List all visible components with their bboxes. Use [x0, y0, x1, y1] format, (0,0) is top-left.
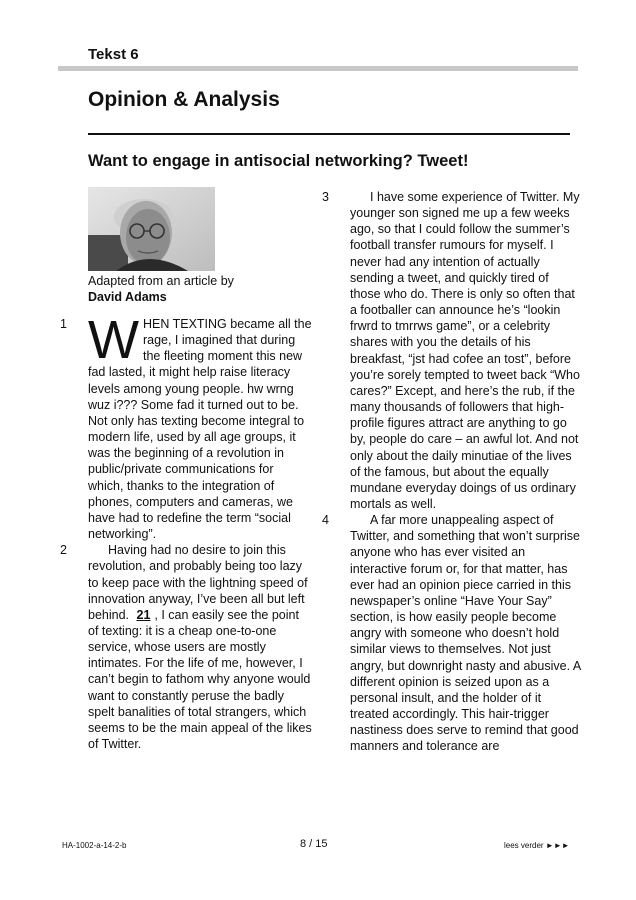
article-headline: Want to engage in antisocial networking? Tweet!	[88, 152, 469, 170]
paragraph-number: 1	[60, 317, 67, 331]
paragraph-text: Having had no desire to join this revolution, and probably being too lazy to keep pace with the lightning speed of innovation anyway, I’ve been all but left behind.	[88, 543, 308, 622]
paragraph-number: 2	[60, 543, 67, 558]
paragraph-4	[322, 512, 582, 754]
paragraph-3	[322, 189, 582, 512]
left-column	[60, 310, 312, 752]
paragraph-text: I have some experience of Twitter. My younger son signed me up a few weeks ago, so that I could follow the summer’s football transfer rumours for myself. I never had any intention of actually sending a tweet, and quickly tired of those who do. There is only so often that a footballer can announce he’s “lookin frwrd to tmrrws game”, or a celebrity shares with you the details of his breakfast, “jst had cofee an tost”, before you’re sorely tempted to tweet back “Who cares?” Except, and here’s the rub, if the many thousands of followers that high-profile figures attract are anything to go by, people do care – an awful lot. And not only about the daily minutiae of the lives of the famous, but about the equally mundane everyday doings of us ordinary mortals as well.	[350, 190, 580, 511]
drop-cap: W	[88, 310, 139, 370]
paragraph-text: , I can easily see the point of texting: it is a cheap one-to-one service, whose users are mostly intimates. For the life of me, however, I can’t begin to fathom why anyone would want to constantly peruse the badly spelt banalities of total strangers, which seems to be the main appeal of the likes of Twitter.	[88, 607, 312, 752]
gap-number: 21	[136, 607, 151, 622]
paragraph-number: 4	[322, 513, 329, 528]
paragraph-text: HEN TEXTING became all the rage, I imagined that during the fleeting moment this new fad lasted, it might help raise literacy levels among young people. hw wrng wuz i??? Some fad it turned out to be. Not only has texting become integral to modern life, used by all age groups, it was the beginning of a revolution in public/private communications for which, thanks to the integration of phones, computers and cameras, we have had to redefine the term “social networking”.	[88, 317, 312, 542]
title-rule	[88, 133, 570, 135]
article-credit	[88, 273, 234, 305]
continue-label: lees verder ►►►	[504, 841, 570, 850]
paragraph-text: A far more unappealing aspect of Twitter, and something that won’t surprise anyone who has ever visited an interactive forum or, for that matter, has ever had an opinion piece carried in this newspaper’s online “Have Your Say” section, is how easily people become angry with someone who doesn’t hold similar views to themselves. Not just angry, but downright nasty and abusive. A different opinion is seized upon as a personal insult, and the holder of it treated accordingly. This hair-trigger nastiness does serve to remind that good manners and tolerance are	[350, 513, 581, 754]
document-code: HA-1002-a-14-2-b	[62, 841, 127, 850]
credit-line: Adapted from an article by	[88, 274, 234, 288]
paragraph-number: 3	[322, 190, 329, 204]
header-divider	[58, 66, 578, 71]
right-column	[322, 189, 582, 754]
author-photo	[88, 187, 215, 271]
paragraph-1	[60, 310, 312, 542]
author-name: David Adams	[88, 290, 167, 304]
page-number: 8 / 15	[300, 838, 328, 850]
tekst-label: Tekst 6	[88, 46, 139, 63]
paragraph-2	[60, 542, 312, 752]
section-title: Opinion & Analysis	[88, 88, 280, 111]
